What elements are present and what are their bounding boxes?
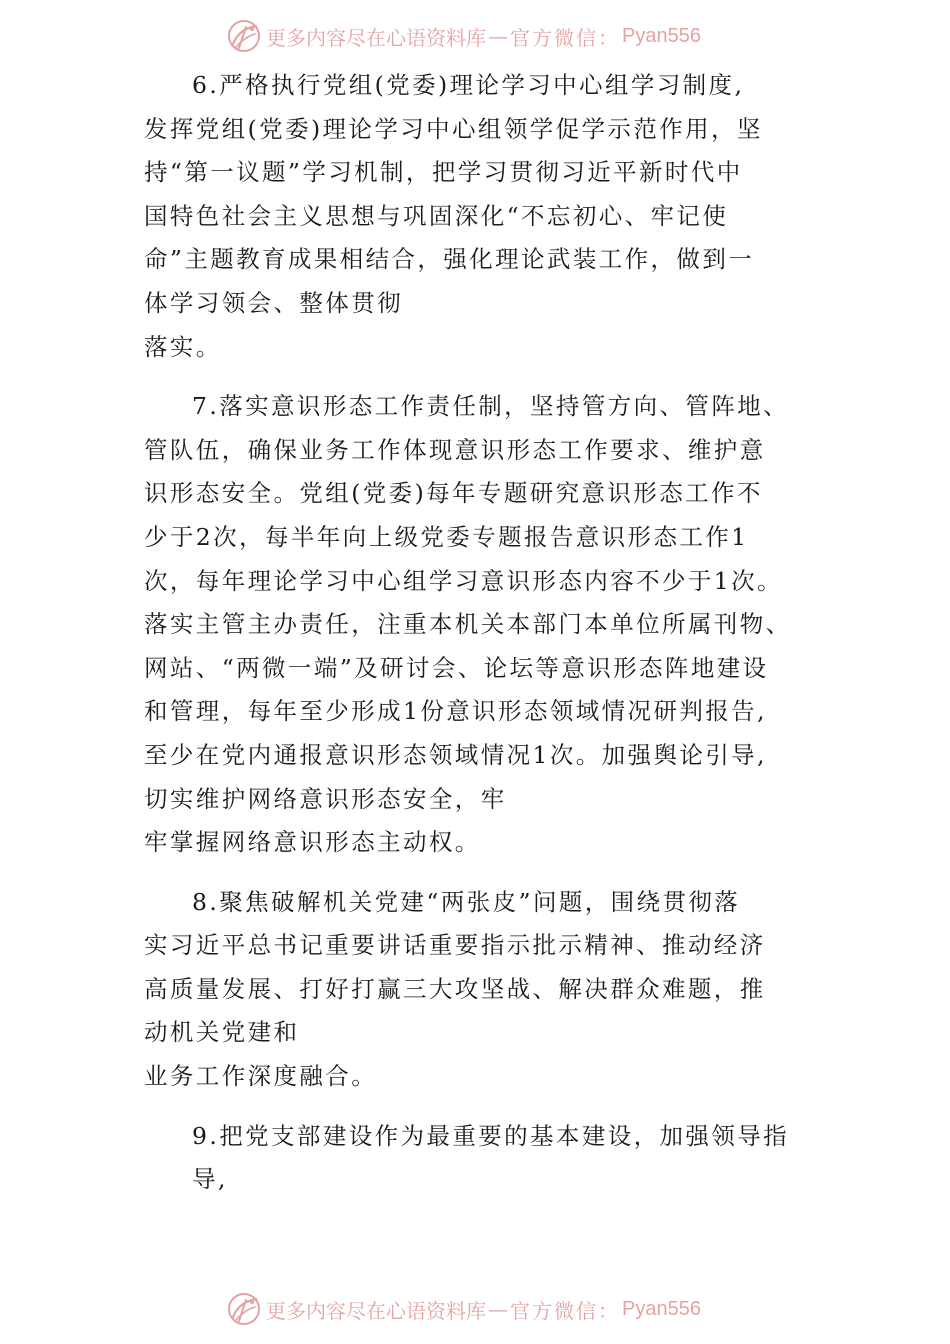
footer-watermark — [226, 1289, 701, 1329]
text-line: 动机关党建和 — [144, 1018, 300, 1047]
text-line: 发挥党组(党委)理论学习中心组领学促学示范作用，坚 — [144, 114, 763, 143]
text-line: 导, — [192, 1165, 228, 1194]
paragraph-6 — [144, 64, 804, 369]
text-line: 网站、“两微一端”及研讨会、论坛等意识形态阵地建设 — [144, 653, 769, 682]
text-line: 业务工作深度融合。 — [144, 1062, 378, 1091]
watermark-separator: — — [488, 1297, 508, 1321]
text-line: 持“第一议题”学习机制，把学习贯彻习近平新时代中 — [144, 158, 743, 187]
watermark-wechat-id: Pyan556 — [622, 24, 701, 47]
watermark-library-text: 更多内容尽在心语资料库 — [266, 1298, 486, 1323]
watermark-wechat-label: 官方微信： — [510, 25, 620, 50]
text-line: 高质量发展、打好打赢三大攻坚战、解决群众难题，推 — [144, 974, 766, 1003]
watermark-logo-icon — [226, 1291, 262, 1327]
watermark-wechat-label: 官方微信： — [510, 1298, 620, 1323]
text-line: 6.严格执行党组(党委)理论学习中心组学习制度, — [192, 71, 745, 99]
text-line: 切实维护网络意识形态安全，牢 — [144, 784, 507, 813]
text-line: 和管理，每年至少形成1份意识形态领域情况研判报告, — [144, 697, 767, 726]
paragraph-7 — [144, 385, 804, 865]
text-line: 少于2次，每半年向上级党委专题报告意识形态工作1 — [144, 522, 749, 551]
text-line: 识形态安全。党组(党委)每年专题研究意识形态工作不 — [144, 479, 763, 508]
paragraph-8 — [144, 881, 804, 1099]
text-line: 落实。 — [144, 332, 222, 361]
paragraph-9 — [144, 1115, 804, 1202]
watermark-library-text: 更多内容尽在心语资料库 — [266, 25, 486, 50]
watermark-wechat-id: Pyan556 — [622, 1297, 701, 1320]
text-line: 实习近平总书记重要讲话重要指示批示精神、推动经济 — [144, 931, 766, 960]
text-line: 命”主题教育成果相结合，强化理论武装工作，做到一 — [144, 245, 755, 274]
text-line: 落实主管主办责任，注重本机关本部门本单位所属刊物、 — [144, 610, 792, 639]
document-body — [144, 64, 804, 1218]
text-line: 管队伍，确保业务工作体现意识形态工作要求、维护意 — [144, 435, 766, 464]
text-line: 至少在党内通报意识形态领域情况1次。加强舆论引导, — [144, 740, 767, 769]
text-line: 体学习领会、整体贯彻 — [144, 288, 403, 317]
text-line: 8.聚焦破解机关党建“两张皮”问题，围绕贯彻落 — [192, 887, 741, 916]
text-line: 国特色社会主义思想与巩固深化“不忘初心、牢记使 — [144, 201, 729, 230]
watermark-separator: — — [488, 24, 508, 48]
text-line: 7.落实意识形态工作责任制，坚持管方向、管阵地、 — [192, 392, 790, 421]
header-watermark — [226, 16, 701, 56]
text-line: 次，每年理论学习中心组学习意识形态内容不少于1次。 — [144, 566, 783, 595]
text-line: 9.把党支部建设作为最重要的基本建设，加强领导指 — [192, 1121, 790, 1150]
text-line: 牢掌握网络意识形态主动权。 — [144, 828, 481, 857]
watermark-logo-icon — [226, 18, 262, 54]
